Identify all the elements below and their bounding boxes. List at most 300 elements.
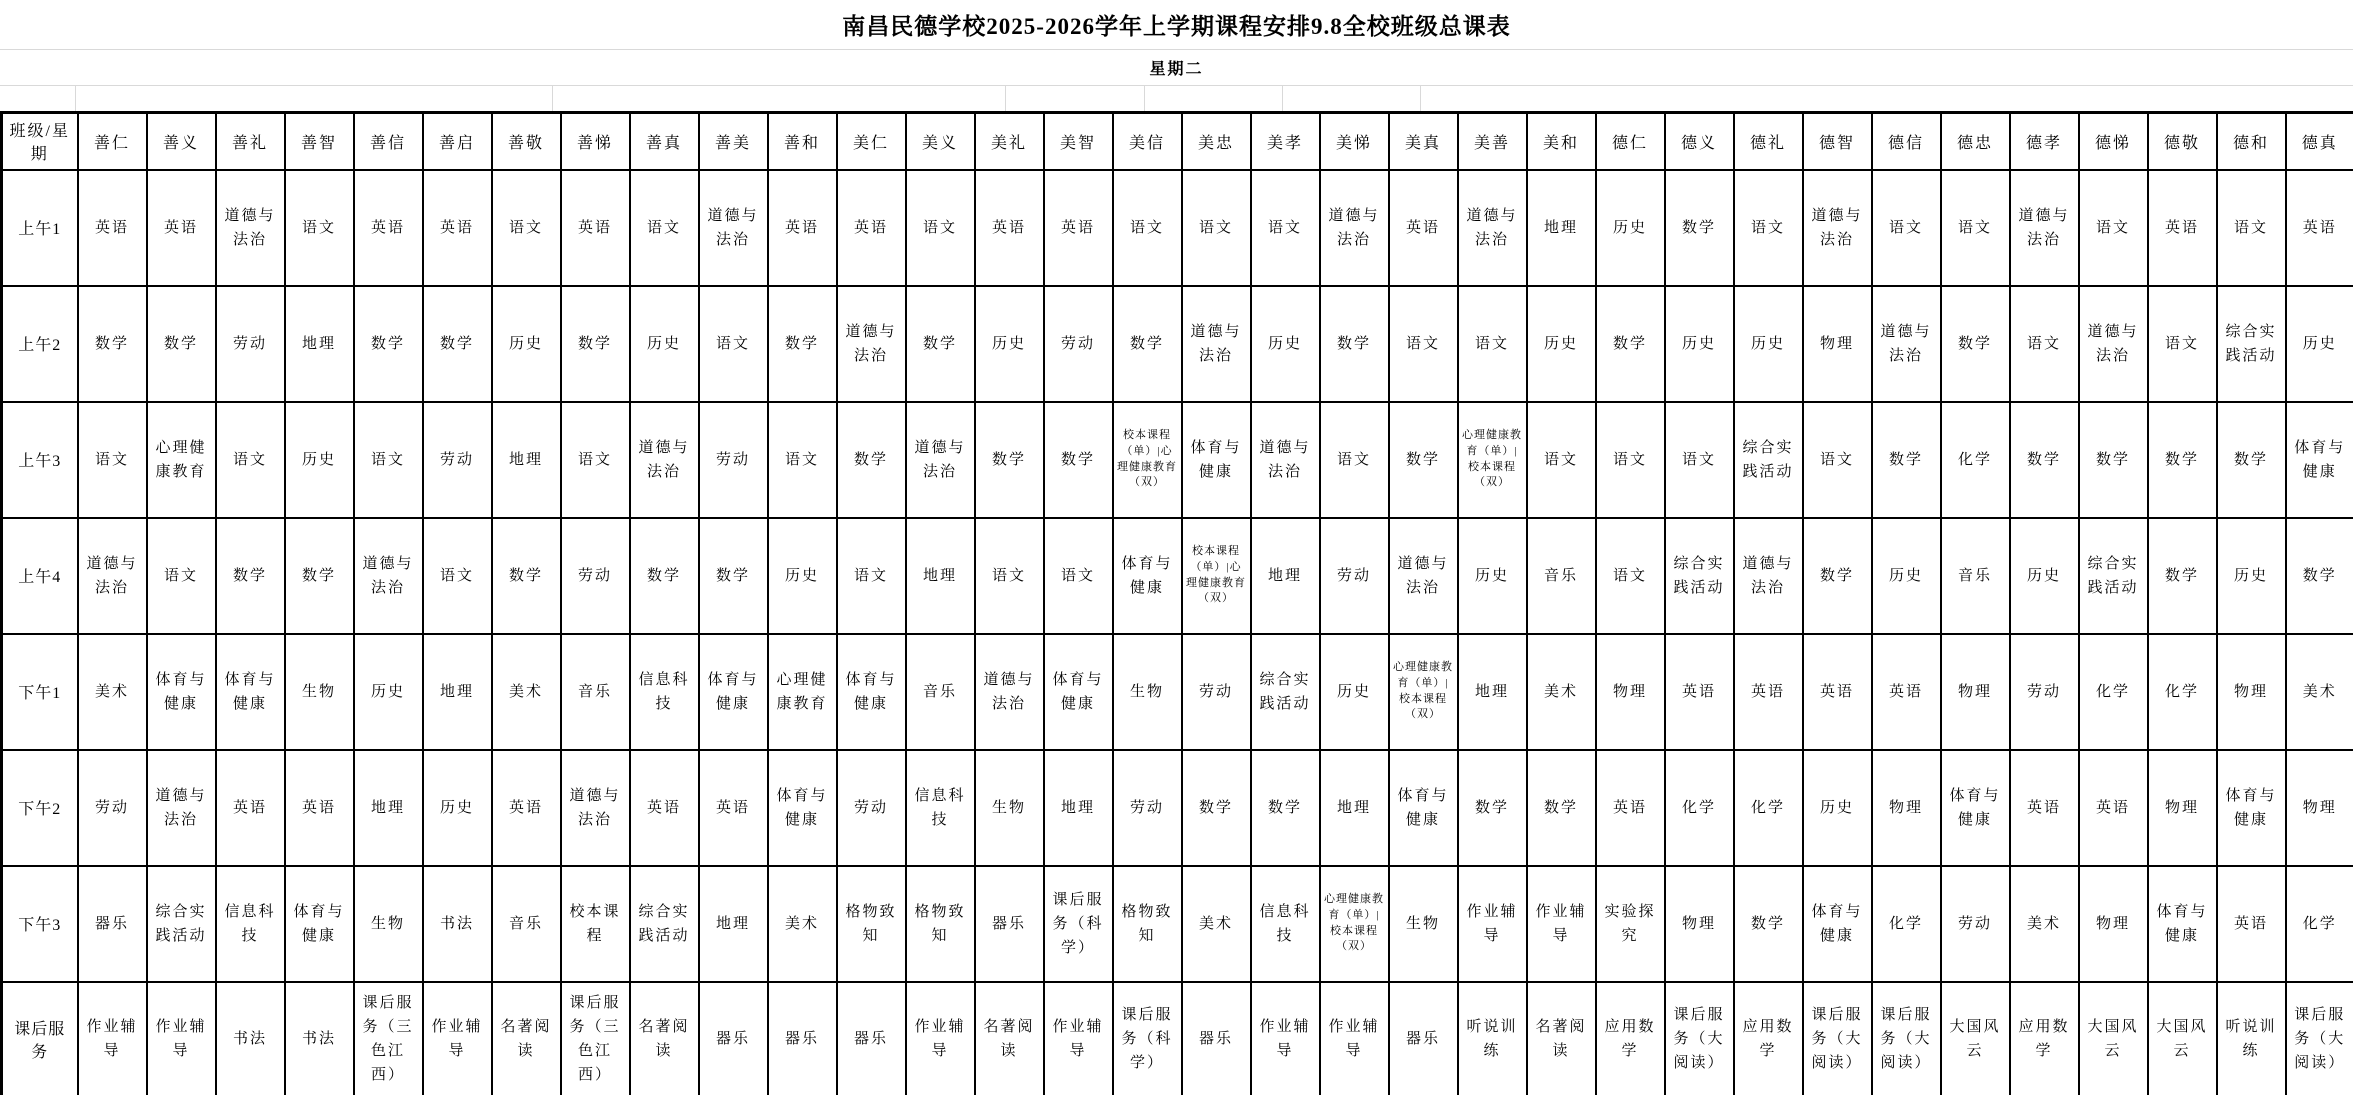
class-header: 善仁: [78, 113, 147, 170]
subject-cell: 语文: [78, 402, 147, 518]
subject-cell: 综合实践活动: [1251, 634, 1320, 750]
subject-cell: 道德与法治: [837, 286, 906, 402]
page-title: 南昌民德学校2025-2026学年上学期课程安排9.8全校班级总课表: [0, 0, 2353, 50]
subject-cell: 作业辅导: [1320, 982, 1389, 1095]
subject-cell: 劳动: [1113, 750, 1182, 866]
subject-cell: 信息科技: [906, 750, 975, 866]
subject-cell: 英语: [1596, 750, 1665, 866]
class-header: 德义: [1665, 113, 1734, 170]
subject-cell: 数学: [1389, 402, 1458, 518]
subject-cell: 数学: [1596, 286, 1665, 402]
subject-cell: 地理: [1251, 518, 1320, 634]
subject-cell: 语文: [1458, 286, 1527, 402]
subject-cell: 数学: [2079, 402, 2148, 518]
spacer-strip: [0, 86, 2353, 111]
period-label: 下午2: [2, 750, 78, 866]
subject-cell: 物理: [2079, 866, 2148, 982]
table-row: [2, 170, 2353, 286]
subject-cell: 生物: [975, 750, 1044, 866]
subject-cell: 英语: [147, 170, 216, 286]
subject-cell: 历史: [2010, 518, 2079, 634]
subject-cell: 语文: [1527, 402, 1596, 518]
subject-cell: 道德与法治: [561, 750, 630, 866]
subject-cell: 英语: [1872, 634, 1941, 750]
subject-cell: 格物致知: [837, 866, 906, 982]
subject-cell: 数学: [2148, 402, 2217, 518]
subject-cell: 作业辅导: [78, 982, 147, 1095]
subject-cell: 数学: [423, 286, 492, 402]
subject-cell: 物理: [1665, 866, 1734, 982]
class-header: 美真: [1389, 113, 1458, 170]
period-label: 上午4: [2, 518, 78, 634]
subject-cell: 校本课程: [561, 866, 630, 982]
subject-cell: 器乐: [1182, 982, 1251, 1095]
subject-cell: 课后服务（大阅读）: [1872, 982, 1941, 1095]
subject-cell: 劳动: [423, 402, 492, 518]
subject-cell: 美术: [1527, 634, 1596, 750]
subject-cell: 数学: [492, 518, 561, 634]
subject-cell: 历史: [492, 286, 561, 402]
subject-cell: 体育与健康: [2217, 750, 2286, 866]
subject-cell: 语文: [837, 518, 906, 634]
subject-cell: 语文: [561, 402, 630, 518]
period-label: 下午3: [2, 866, 78, 982]
subject-cell: 英语: [2148, 170, 2217, 286]
table-row: [2, 982, 2353, 1095]
subject-cell: 体育与健康: [1389, 750, 1458, 866]
subject-cell: 语文: [2148, 286, 2217, 402]
subject-cell: 道德与法治: [147, 750, 216, 866]
subject-cell: 应用数学: [1734, 982, 1803, 1095]
subject-cell: 语文: [699, 286, 768, 402]
gridline: [1144, 86, 1145, 111]
subject-cell: 心理健康教育: [147, 402, 216, 518]
subject-cell: 听说训练: [1458, 982, 1527, 1095]
class-header: 美悌: [1320, 113, 1389, 170]
subject-cell: 器乐: [768, 982, 837, 1095]
class-header: 德智: [1803, 113, 1872, 170]
subject-cell: 道德与法治: [354, 518, 423, 634]
subject-cell: 器乐: [699, 982, 768, 1095]
subject-cell: 地理: [492, 402, 561, 518]
subject-cell: 名著阅读: [630, 982, 699, 1095]
subject-cell: 体育与健康: [837, 634, 906, 750]
subject-cell: 历史: [1872, 518, 1941, 634]
subject-cell: 英语: [354, 170, 423, 286]
subject-cell: 数学: [768, 286, 837, 402]
class-header: 德悌: [2079, 113, 2148, 170]
subject-cell: 体育与健康: [285, 866, 354, 982]
subject-cell: 音乐: [492, 866, 561, 982]
subject-cell: 作业辅导: [1527, 866, 1596, 982]
class-header: 美信: [1113, 113, 1182, 170]
subject-cell: 校本课程（单）|心理健康教育（双）: [1113, 402, 1182, 518]
class-header: 德礼: [1734, 113, 1803, 170]
subject-cell: 化学: [1734, 750, 1803, 866]
class-header: 美和: [1527, 113, 1596, 170]
subject-cell: 格物致知: [1113, 866, 1182, 982]
subject-cell: 心理健康教育（单）|校本课程（双）: [1320, 866, 1389, 982]
subject-cell: 体育与健康: [2286, 402, 2353, 518]
subject-cell: 数学: [1665, 170, 1734, 286]
subject-cell: 道德与法治: [1182, 286, 1251, 402]
subject-cell: 道德与法治: [78, 518, 147, 634]
subject-cell: 语文: [1941, 170, 2010, 286]
subject-cell: 劳动: [837, 750, 906, 866]
class-header: 美孝: [1251, 113, 1320, 170]
class-header: 善悌: [561, 113, 630, 170]
subject-cell: 化学: [2079, 634, 2148, 750]
class-header: 善启: [423, 113, 492, 170]
subject-cell: 体育与健康: [1044, 634, 1113, 750]
subject-cell: 道德与法治: [216, 170, 285, 286]
gridline: [1005, 86, 1006, 111]
subject-cell: 劳动: [216, 286, 285, 402]
subject-cell: 历史: [1665, 286, 1734, 402]
subject-cell: 英语: [837, 170, 906, 286]
subject-cell: 英语: [492, 750, 561, 866]
subject-cell: 地理: [1527, 170, 1596, 286]
day-label: 星期二: [0, 50, 2353, 86]
table-row: [2, 866, 2353, 982]
gridline: [1282, 86, 1283, 111]
subject-cell: 道德与法治: [1803, 170, 1872, 286]
class-header: 德仁: [1596, 113, 1665, 170]
subject-cell: 语文: [1596, 518, 1665, 634]
subject-cell: 历史: [1803, 750, 1872, 866]
subject-cell: 语文: [630, 170, 699, 286]
subject-cell: 课后服务（科学）: [1113, 982, 1182, 1095]
subject-cell: 语文: [492, 170, 561, 286]
subject-cell: 信息科技: [1251, 866, 1320, 982]
subject-cell: 语文: [768, 402, 837, 518]
subject-cell: 地理: [1044, 750, 1113, 866]
subject-cell: 数学: [1044, 402, 1113, 518]
subject-cell: 数学: [1872, 402, 1941, 518]
subject-cell: 语文: [285, 170, 354, 286]
class-header: 善义: [147, 113, 216, 170]
subject-cell: 化学: [1872, 866, 1941, 982]
subject-cell: 物理: [1872, 750, 1941, 866]
subject-cell: 化学: [1665, 750, 1734, 866]
table-row: [2, 750, 2353, 866]
subject-cell: 劳动: [1320, 518, 1389, 634]
class-header: 美善: [1458, 113, 1527, 170]
subject-cell: 数学: [906, 286, 975, 402]
subject-cell: 英语: [768, 170, 837, 286]
subject-cell: 器乐: [837, 982, 906, 1095]
subject-cell: 历史: [1458, 518, 1527, 634]
subject-cell: 语文: [1113, 170, 1182, 286]
subject-cell: 美术: [2010, 866, 2079, 982]
subject-cell: 道德与法治: [2010, 170, 2079, 286]
subject-cell: 语文: [216, 402, 285, 518]
subject-cell: 体育与健康: [216, 634, 285, 750]
subject-cell: 劳动: [1182, 634, 1251, 750]
subject-cell: 综合实践活动: [2079, 518, 2148, 634]
subject-cell: 历史: [354, 634, 423, 750]
subject-cell: 作业辅导: [906, 982, 975, 1095]
subject-cell: 历史: [1320, 634, 1389, 750]
subject-cell: 数学: [1458, 750, 1527, 866]
subject-cell: 书法: [423, 866, 492, 982]
subject-cell: 道德与法治: [1389, 518, 1458, 634]
subject-cell: 英语: [216, 750, 285, 866]
subject-cell: 化学: [2286, 866, 2353, 982]
subject-cell: 英语: [1044, 170, 1113, 286]
subject-cell: 数学: [2286, 518, 2353, 634]
subject-cell: 数学: [1113, 286, 1182, 402]
subject-cell: 历史: [2286, 286, 2353, 402]
class-header: 德信: [1872, 113, 1941, 170]
subject-cell: 语文: [354, 402, 423, 518]
subject-cell: 心理健康教育: [768, 634, 837, 750]
subject-cell: 器乐: [1389, 982, 1458, 1095]
subject-cell: 数学: [1527, 750, 1596, 866]
class-header: 善智: [285, 113, 354, 170]
subject-cell: 英语: [78, 170, 147, 286]
corner-label: 班级/星期: [2, 113, 78, 170]
subject-cell: 作业辅导: [147, 982, 216, 1095]
subject-cell: 音乐: [906, 634, 975, 750]
subject-cell: 劳动: [1044, 286, 1113, 402]
subject-cell: 语文: [1251, 170, 1320, 286]
subject-cell: 物理: [1941, 634, 2010, 750]
subject-cell: 数学: [1941, 286, 2010, 402]
subject-cell: 历史: [2217, 518, 2286, 634]
subject-cell: 数学: [2148, 518, 2217, 634]
subject-cell: 美术: [1182, 866, 1251, 982]
subject-cell: 语文: [1389, 286, 1458, 402]
subject-cell: 数学: [630, 518, 699, 634]
class-header: 美仁: [837, 113, 906, 170]
subject-cell: 英语: [2286, 170, 2353, 286]
subject-cell: 数学: [216, 518, 285, 634]
subject-cell: 语文: [906, 170, 975, 286]
subject-cell: 综合实践活动: [1665, 518, 1734, 634]
subject-cell: 语文: [1665, 402, 1734, 518]
subject-cell: 作业辅导: [1251, 982, 1320, 1095]
subject-cell: 作业辅导: [423, 982, 492, 1095]
subject-cell: 书法: [216, 982, 285, 1095]
subject-cell: 数学: [2010, 402, 2079, 518]
period-label: 课后服务: [2, 982, 78, 1095]
subject-cell: 英语: [975, 170, 1044, 286]
period-label: 上午1: [2, 170, 78, 286]
subject-cell: 历史: [1527, 286, 1596, 402]
subject-cell: 校本课程（单）|心理健康教育（双）: [1182, 518, 1251, 634]
subject-cell: 语文: [1320, 402, 1389, 518]
subject-cell: 历史: [1734, 286, 1803, 402]
subject-cell: 语文: [423, 518, 492, 634]
subject-cell: 英语: [423, 170, 492, 286]
subject-cell: 劳动: [78, 750, 147, 866]
subject-cell: 体育与健康: [699, 634, 768, 750]
table-row: [2, 286, 2353, 402]
subject-cell: 历史: [1596, 170, 1665, 286]
subject-cell: 道德与法治: [1734, 518, 1803, 634]
subject-cell: 语文: [1044, 518, 1113, 634]
subject-cell: 道德与法治: [699, 170, 768, 286]
subject-cell: 格物致知: [906, 866, 975, 982]
subject-cell: 综合实践活动: [630, 866, 699, 982]
subject-cell: 生物: [354, 866, 423, 982]
subject-cell: 地理: [423, 634, 492, 750]
subject-cell: 课后服务（三色江西）: [561, 982, 630, 1095]
subject-cell: 综合实践活动: [1734, 402, 1803, 518]
subject-cell: 道德与法治: [1872, 286, 1941, 402]
class-header: 善美: [699, 113, 768, 170]
class-header: 德真: [2286, 113, 2353, 170]
gridline: [552, 86, 553, 111]
subject-cell: 生物: [1113, 634, 1182, 750]
subject-cell: 生物: [1389, 866, 1458, 982]
gridline: [75, 86, 76, 111]
subject-cell: 体育与健康: [1113, 518, 1182, 634]
subject-cell: 物理: [2217, 634, 2286, 750]
table-row: [2, 634, 2353, 750]
subject-cell: 语文: [1734, 170, 1803, 286]
subject-cell: 英语: [285, 750, 354, 866]
subject-cell: 数学: [837, 402, 906, 518]
subject-cell: 数学: [78, 286, 147, 402]
class-header: 德和: [2217, 113, 2286, 170]
subject-cell: 语文: [975, 518, 1044, 634]
subject-cell: 大国风云: [2148, 982, 2217, 1095]
subject-cell: 道德与法治: [975, 634, 1044, 750]
subject-cell: 课后服务（科学）: [1044, 866, 1113, 982]
subject-cell: 语文: [1803, 402, 1872, 518]
subject-cell: 心理健康教育（单）|校本课程（双）: [1458, 402, 1527, 518]
subject-cell: 道德与法治: [1251, 402, 1320, 518]
subject-cell: 信息科技: [216, 866, 285, 982]
subject-cell: 音乐: [1527, 518, 1596, 634]
subject-cell: 地理: [285, 286, 354, 402]
subject-cell: 语文: [2217, 170, 2286, 286]
subject-cell: 课后服务（大阅读）: [1665, 982, 1734, 1095]
gridline: [1420, 86, 1421, 111]
subject-cell: 综合实践活动: [147, 866, 216, 982]
subject-cell: 地理: [1320, 750, 1389, 866]
class-header: 德孝: [2010, 113, 2079, 170]
subject-cell: 历史: [975, 286, 1044, 402]
subject-cell: 音乐: [561, 634, 630, 750]
subject-cell: 数学: [1182, 750, 1251, 866]
schedule-table: [0, 111, 2353, 1095]
subject-cell: 大国风云: [1941, 982, 2010, 1095]
subject-cell: 物理: [1596, 634, 1665, 750]
subject-cell: 体育与健康: [1941, 750, 2010, 866]
subject-cell: 劳动: [699, 402, 768, 518]
class-header: 善真: [630, 113, 699, 170]
class-header: 德忠: [1941, 113, 2010, 170]
subject-cell: 历史: [285, 402, 354, 518]
subject-cell: 实验探究: [1596, 866, 1665, 982]
subject-cell: 数学: [285, 518, 354, 634]
subject-cell: 物理: [1803, 286, 1872, 402]
subject-cell: 英语: [2217, 866, 2286, 982]
class-header: 善和: [768, 113, 837, 170]
subject-cell: 历史: [1251, 286, 1320, 402]
subject-cell: 心理健康教育（单）|校本课程（双）: [1389, 634, 1458, 750]
subject-cell: 名著阅读: [1527, 982, 1596, 1095]
subject-cell: 美术: [492, 634, 561, 750]
subject-cell: 英语: [630, 750, 699, 866]
subject-cell: 名著阅读: [975, 982, 1044, 1095]
subject-cell: 课后服务（大阅读）: [1803, 982, 1872, 1095]
subject-cell: 体育与健康: [768, 750, 837, 866]
subject-cell: 化学: [2148, 634, 2217, 750]
subject-cell: 地理: [906, 518, 975, 634]
subject-cell: 数学: [2217, 402, 2286, 518]
table-row: [2, 518, 2353, 634]
subject-cell: 英语: [2010, 750, 2079, 866]
subject-cell: 道德与法治: [1458, 170, 1527, 286]
period-label: 上午2: [2, 286, 78, 402]
subject-cell: 英语: [1734, 634, 1803, 750]
subject-cell: 数学: [1803, 518, 1872, 634]
table-row: [2, 402, 2353, 518]
class-header: 善信: [354, 113, 423, 170]
subject-cell: 听说训练: [2217, 982, 2286, 1095]
subject-cell: 英语: [699, 750, 768, 866]
subject-cell: 音乐: [1941, 518, 2010, 634]
subject-cell: 物理: [2148, 750, 2217, 866]
subject-cell: 道德与法治: [1320, 170, 1389, 286]
subject-cell: 课后服务（大阅读）: [2286, 982, 2353, 1095]
subject-cell: 美术: [78, 634, 147, 750]
subject-cell: 体育与健康: [147, 634, 216, 750]
subject-cell: 数学: [354, 286, 423, 402]
subject-cell: 书法: [285, 982, 354, 1095]
subject-cell: 历史: [423, 750, 492, 866]
subject-cell: 生物: [285, 634, 354, 750]
subject-cell: 名著阅读: [492, 982, 561, 1095]
subject-cell: 体育与健康: [1803, 866, 1872, 982]
class-header: 美忠: [1182, 113, 1251, 170]
subject-cell: 物理: [2286, 750, 2353, 866]
subject-cell: 数学: [561, 286, 630, 402]
subject-cell: 课后服务（三色江西）: [354, 982, 423, 1095]
subject-cell: 作业辅导: [1458, 866, 1527, 982]
subject-cell: 数学: [699, 518, 768, 634]
subject-cell: 器乐: [78, 866, 147, 982]
subject-cell: 历史: [630, 286, 699, 402]
subject-cell: 劳动: [2010, 634, 2079, 750]
subject-cell: 道德与法治: [906, 402, 975, 518]
class-header: 美智: [1044, 113, 1113, 170]
class-header: 德敬: [2148, 113, 2217, 170]
subject-cell: 数学: [1251, 750, 1320, 866]
subject-cell: 语文: [147, 518, 216, 634]
subject-cell: 语文: [1596, 402, 1665, 518]
subject-cell: 道德与法治: [2079, 286, 2148, 402]
header-row: [2, 113, 2353, 170]
subject-cell: 地理: [1458, 634, 1527, 750]
class-header: 善敬: [492, 113, 561, 170]
subject-cell: 作业辅导: [1044, 982, 1113, 1095]
subject-cell: 大国风云: [2079, 982, 2148, 1095]
subject-cell: 应用数学: [2010, 982, 2079, 1095]
period-label: 上午3: [2, 402, 78, 518]
subject-cell: 英语: [1665, 634, 1734, 750]
subject-cell: 地理: [699, 866, 768, 982]
subject-cell: 语文: [2079, 170, 2148, 286]
subject-cell: 体育与健康: [2148, 866, 2217, 982]
subject-cell: 语文: [2010, 286, 2079, 402]
subject-cell: 综合实践活动: [2217, 286, 2286, 402]
subject-cell: 地理: [354, 750, 423, 866]
